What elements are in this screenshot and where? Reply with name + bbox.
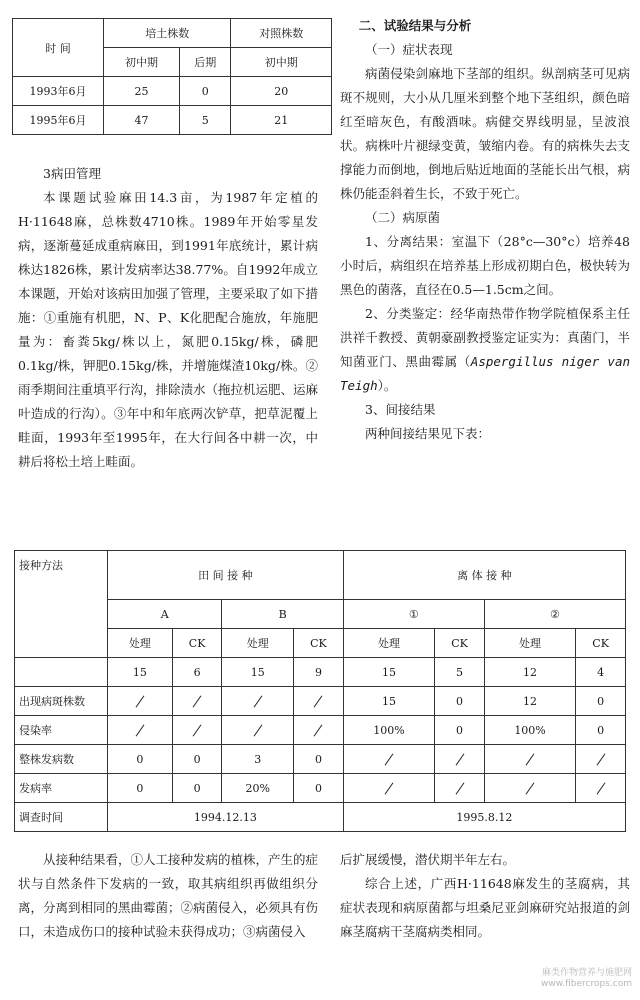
value-cell: 0 <box>435 687 485 716</box>
control-header: 对照株数 <box>231 19 332 48</box>
survey-date-field: 1994.12.13 <box>108 803 344 832</box>
value-cell <box>294 687 344 716</box>
ck-header: CK <box>435 629 485 658</box>
row-label: 侵染率 <box>15 716 108 745</box>
management-paragraph: 本课题试验麻田14.3亩，为1987年定植的H·11648麻，总株数4710株。1989年开始零星发病，逐渐蔓延成重病麻田，到1991年底统计，累计病株达1826株，累计发病率达38.77%。自1992年成立本课题，开始对该病田加强了管理，主要采取了如下措施：①重施有机肥，N、P、K化肥配合施放，年施肥量为：畜粪5kg/株以上，氮肥0.15kg/株，磷肥0.1kg/株，钾肥0.15kg/株，并增施煤渣10kg/株。②雨季期间注重填平行沟，排除渍水（拖拉机运肥、运麻叶造成的行沟）。③年中和年底两次铲草，把草泥覆上畦面，1993年至1995年，在大行间各中耕一次，中耕后将松土培上畦面。 <box>18 190 319 469</box>
group-b: B <box>222 600 343 629</box>
early-mid-header: 初中期 <box>104 48 180 77</box>
slash-mark <box>385 753 394 765</box>
value-cell <box>435 745 485 774</box>
value-cell <box>484 745 575 774</box>
time-cell: 1993年6月 <box>13 77 104 106</box>
slash-mark <box>526 782 535 794</box>
table-row <box>13 77 332 106</box>
treat-header: 处理 <box>222 629 294 658</box>
symptoms-subtitle: （一）症状表现 <box>365 42 453 57</box>
right-column <box>340 14 630 446</box>
row-label: 发病率 <box>15 774 108 803</box>
slash-mark <box>193 724 202 736</box>
value-cell: 0 <box>576 716 626 745</box>
bottom-right-column <box>340 848 630 944</box>
value-cell: 4 <box>576 658 626 687</box>
value-cell: 12 <box>484 687 575 716</box>
slash-mark <box>253 695 262 707</box>
bed-header: 培土株数 <box>104 19 231 48</box>
row-label: 调查时间 <box>15 803 108 832</box>
slash-mark <box>314 724 323 736</box>
summary-paragraph: 综合上述，广西H·11648麻发生的茎腐病，其症状表现和病原菌都与坦桑尼亚剑麻研究站报道的剑麻茎腐病干茎腐病类相同。 <box>340 876 630 939</box>
conclusion-paragraph: 从接种结果看，①人工接种发病的植株，产生的症状与自然条件下发病的一致，取其病组织再做组织分离，分离到相同的黑曲霉菌；②病菌侵入，必须具有伤口，未造成伤口的接种试验未获得成功；③病菌侵入 <box>18 852 319 939</box>
value-cell: 0 <box>294 774 344 803</box>
table-row <box>15 774 626 803</box>
isolation-paragraph: 1、分离结果：室温下（28°c—30°c）培养48小时后，病组织在培养基上形成初期白色，极快转为黑色的菌落，直径在0.5—1.5cm之间。 <box>340 234 630 297</box>
slash-mark <box>596 782 605 794</box>
early-mid-ctrl-header: 初中期 <box>231 48 332 77</box>
method-label: 接种方法 <box>15 551 108 658</box>
value-cell: 0 <box>172 745 222 774</box>
section-title-management: 3病田管理 <box>43 166 101 181</box>
value-cell <box>172 716 222 745</box>
results-title: 二、试验结果与分析 <box>358 18 472 33</box>
slash-mark <box>135 724 144 736</box>
value-cell: 12 <box>484 658 575 687</box>
value-cell <box>484 774 575 803</box>
value-cell: 9 <box>294 658 344 687</box>
slash-mark <box>455 782 464 794</box>
value-cell: 15 <box>108 658 173 687</box>
value-cell: 0 <box>180 77 231 106</box>
row-label: 出现病斑株数 <box>15 687 108 716</box>
slash-mark <box>253 724 262 736</box>
value-cell: 25 <box>104 77 180 106</box>
value-cell: 15 <box>222 658 294 687</box>
table-row <box>15 658 626 687</box>
classification-paragraph <box>340 302 630 398</box>
value-cell <box>576 774 626 803</box>
table-row <box>15 745 626 774</box>
isolated-inoculation-header: 离 体 接 种 <box>343 551 625 600</box>
value-cell <box>222 716 294 745</box>
value-cell <box>294 716 344 745</box>
row-label <box>15 658 108 687</box>
group-1: ① <box>343 600 484 629</box>
watermark-url: www.fibercrops.com <box>541 979 632 989</box>
symptoms-paragraph: 病菌侵染剑麻地下茎部的组织。纵剖病茎可见病斑不规则，大小从几厘米到整个地下茎组织，颜色暗红至暗灰色，有酸酒味。病健交界线明显，呈波浪状。病株叶片褪绿变黄，皱缩内卷。有的病株失去支撑能力而倒地，倒地后贴近地面的茎能长出气根，病株仍能歪斜着生长，不致于死亡。 <box>340 66 630 201</box>
bottom-left-column <box>18 848 318 944</box>
value-cell: 100% <box>484 716 575 745</box>
value-cell <box>172 687 222 716</box>
left-column <box>18 162 318 474</box>
inoculation-table <box>14 550 626 832</box>
watermark <box>502 968 632 990</box>
treat-header: 处理 <box>484 629 575 658</box>
field-inoculation-header: 田 间 接 种 <box>108 551 344 600</box>
table-row <box>15 687 626 716</box>
table-intro: 两种间接结果见下表： <box>365 426 491 441</box>
value-cell: 3 <box>222 745 294 774</box>
value-cell: 20% <box>222 774 294 803</box>
value-cell: 5 <box>435 658 485 687</box>
value-cell: 0 <box>172 774 222 803</box>
value-cell <box>435 774 485 803</box>
value-cell: 47 <box>104 106 180 135</box>
value-cell <box>343 745 434 774</box>
slash-mark <box>526 753 535 765</box>
group-2: ② <box>484 600 625 629</box>
value-cell: 6 <box>172 658 222 687</box>
treat-header: 处理 <box>343 629 434 658</box>
value-cell <box>343 774 434 803</box>
treat-header: 处理 <box>108 629 173 658</box>
slash-mark <box>135 695 144 707</box>
slash-mark <box>193 695 202 707</box>
inoculation-subtitle: 3、间接结果 <box>365 402 436 417</box>
value-cell <box>576 745 626 774</box>
species-name: Aspergillus niger van Teigh <box>340 354 630 393</box>
ck-header: CK <box>576 629 626 658</box>
value-cell: 0 <box>108 774 173 803</box>
slash-mark <box>314 695 323 707</box>
value-cell: 20 <box>231 77 332 106</box>
top-table <box>12 18 332 135</box>
slash-mark <box>455 753 464 765</box>
table-row <box>15 716 626 745</box>
value-cell: 0 <box>294 745 344 774</box>
pathogen-subtitle: （二）病原菌 <box>365 210 441 225</box>
row-label: 整株发病数 <box>15 745 108 774</box>
value-cell <box>222 687 294 716</box>
latency-text: 后扩展缓慢，潜伏期半年左右。 <box>340 852 516 867</box>
value-cell <box>108 716 173 745</box>
table-row <box>13 106 332 135</box>
slash-mark <box>596 753 605 765</box>
value-cell: 100% <box>343 716 434 745</box>
classification-end: ）。 <box>377 378 397 393</box>
value-cell: 21 <box>231 106 332 135</box>
ck-header: CK <box>294 629 344 658</box>
value-cell: 15 <box>343 687 434 716</box>
value-cell <box>108 687 173 716</box>
value-cell: 0 <box>576 687 626 716</box>
time-cell: 1995年6月 <box>13 106 104 135</box>
ck-header: CK <box>172 629 222 658</box>
classification-text: 2、分类鉴定：经华南热带作物学院植保系主任洪祥千教授、黄朝豪副教授鉴定证实为：真菌门，半知菌亚门、黑曲霉属（ <box>340 306 630 369</box>
value-cell: 0 <box>108 745 173 774</box>
slash-mark <box>385 782 394 794</box>
value-cell: 15 <box>343 658 434 687</box>
value-cell: 0 <box>435 716 485 745</box>
late-header: 后期 <box>180 48 231 77</box>
table-row <box>15 803 626 832</box>
watermark-title: 麻类作物营养与施肥网 <box>541 968 632 978</box>
survey-date-isolated: 1995.8.12 <box>343 803 625 832</box>
group-a: A <box>108 600 222 629</box>
time-header: 时 间 <box>13 19 104 77</box>
value-cell: 5 <box>180 106 231 135</box>
